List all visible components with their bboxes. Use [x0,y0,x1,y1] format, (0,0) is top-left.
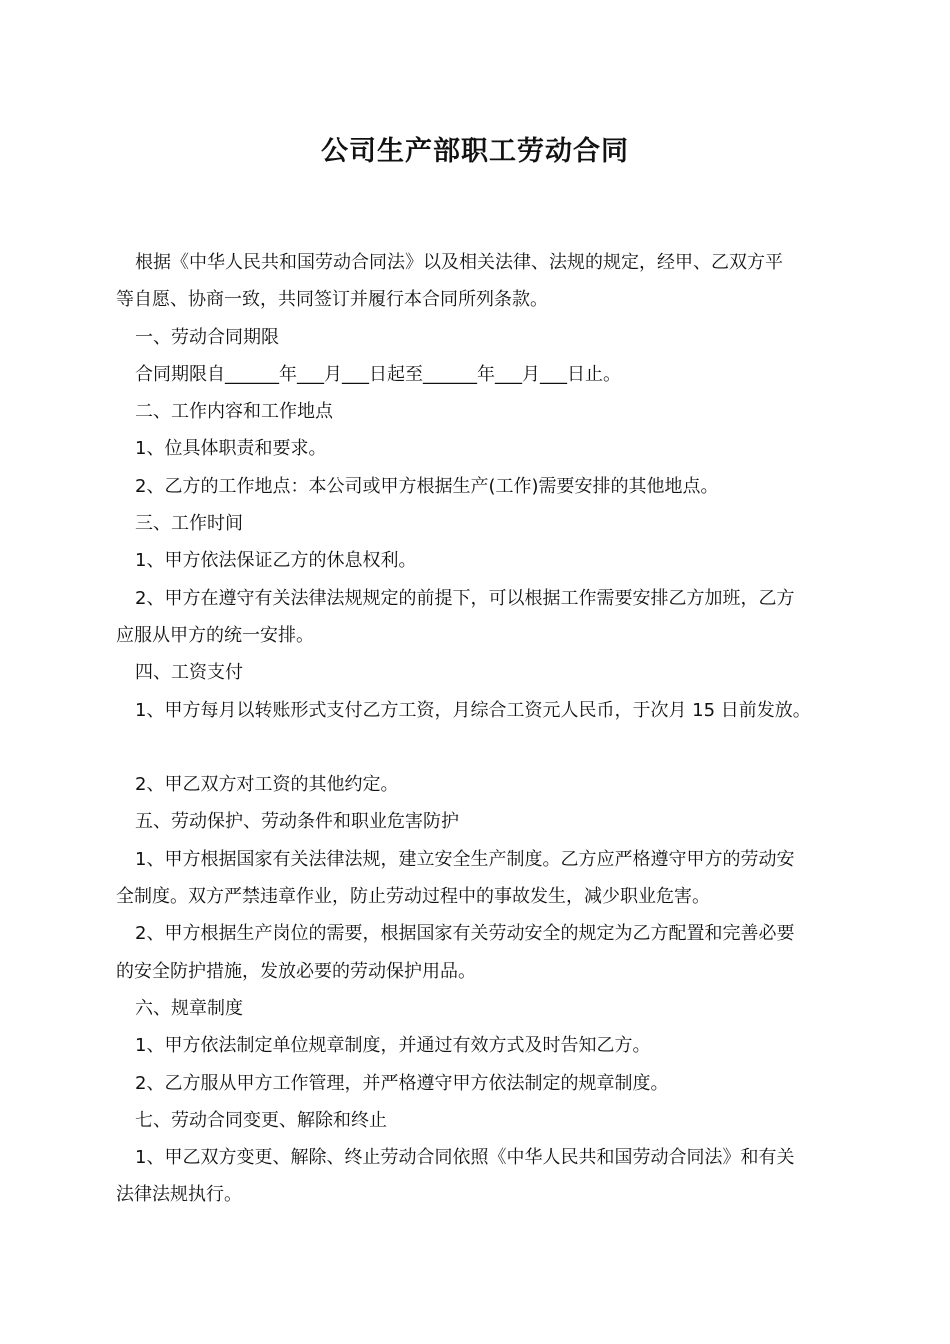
section-4-item-2: 2、甲乙双方对工资的其他约定。 [135,774,399,796]
section-4-heading: 四、工资支付 [135,662,243,684]
contract-term-line: 合同期限自______年___月___日起至______年___月___日止。 [135,363,621,385]
section-3-item-2-line-1: 2、甲方在遵守有关法律法规规定的前提下，可以根据工作需要安排乙方加班，乙方 [135,587,795,609]
section-3-item-2-line-2: 应服从甲方的统一安排。 [116,624,314,646]
section-2-heading: 二、工作内容和工作地点 [135,401,333,423]
section-4-item-1: 1、甲方每月以转账形式支付乙方工资，月综合工资元人民币，于次月 15 日前发放。 [135,699,811,721]
section-5-item-1-line-1: 1、甲方根据国家有关法律法规，建立安全生产制度。乙方应严格遵守甲方的劳动安 [135,848,795,870]
section-7-item-1-line-2: 法律法规执行。 [116,1184,242,1206]
section-5-item-2-line-2: 的安全防护措施，发放必要的劳动保护用品。 [116,960,476,982]
document-body [116,244,856,1214]
intro-paragraph-line-1: 根据《中华人民共和国劳动合同法》以及相关法律、法规的规定，经甲、乙双方平 [135,252,783,273]
section-5-item-1-line-2: 全制度。双方严禁违章作业，防止劳动过程中的事故发生，减少职业危害。 [116,886,710,908]
section-6-item-2: 2、乙方服从甲方工作管理，并严格遵守甲方依法制定的规章制度。 [135,1072,669,1094]
document-title: 公司生产部职工劳动合同 [321,136,629,167]
section-2-item-2: 2、乙方的工作地点：本公司或甲方根据生产(工作)需要安排的其他地点。 [135,475,719,497]
section-1-heading: 一、劳动合同期限 [135,326,279,348]
section-3-item-1: 1、甲方依法保证乙方的休息权利。 [135,550,417,572]
section-7-item-1-line-1: 1、甲乙双方变更、解除、终止劳动合同依照《中华人民共和国劳动合同法》和有关 [135,1147,795,1169]
section-3-heading: 三、工作时间 [135,513,243,535]
section-7-heading: 七、劳动合同变更、解除和终止 [135,1109,387,1131]
blank-line [116,729,856,766]
section-6-item-1: 1、甲方依法制定单位规章制度，并通过有效方式及时告知乙方。 [135,1035,651,1057]
section-6-heading: 六、规章制度 [135,997,243,1019]
intro-paragraph-line-2: 等自愿、协商一致，共同签订并履行本合同所列条款。 [116,289,548,311]
section-2-item-1: 1、位具体职责和要求。 [135,438,327,460]
section-5-item-2-line-1: 2、甲方根据生产岗位的需要，根据国家有关劳动安全的规定为乙方配置和完善必要 [135,923,795,945]
section-5-heading: 五、劳动保护、劳动条件和职业危害防护 [135,811,459,833]
